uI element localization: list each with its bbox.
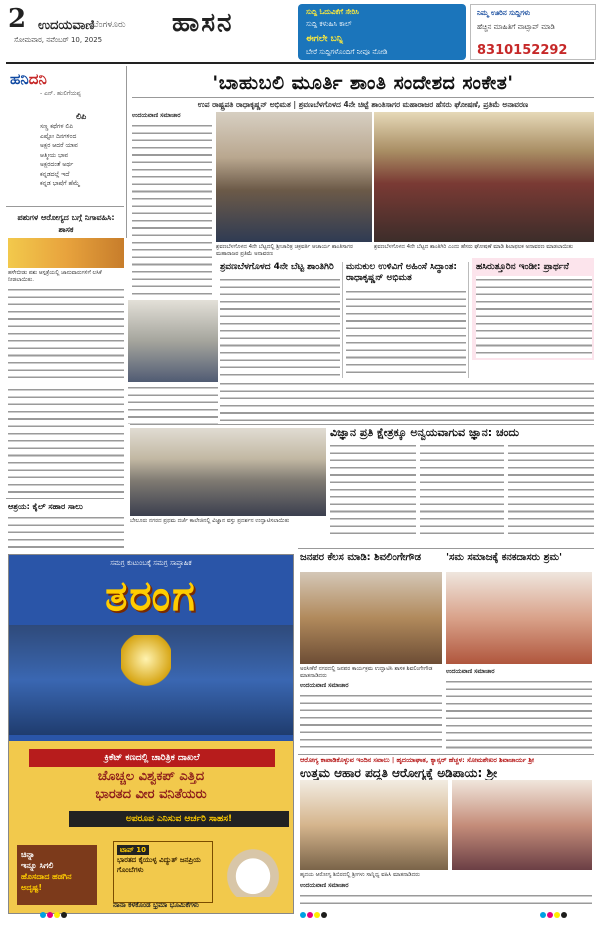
top-ad-line1: ಸುದ್ದಿ ಓದುವಿಕೆಗೆ ಸೇರಿಸಿ (306, 8, 359, 16)
livestock-headline: ಪಶುಗಳ ಆರೋಗ್ಯದ ಬಗ್ಗೆ ನಿಗಾವಹಿಸಿ: ಶಾಸಕ (17, 213, 115, 234)
column-logo (10, 70, 47, 88)
divider (130, 424, 594, 425)
poem (40, 122, 124, 189)
sub-story-3-body (476, 276, 592, 358)
health-headline: ಉತ್ತಮ ಆಹಾರ ಪದ್ಧತಿ ಆರೋಗ್ಯಕ್ಕೆ ಅಡಿಪಾಯ: ಶ್ರೀ (300, 766, 498, 780)
whatsapp-ad-line2: ಹೆಚ್ಚಿನ ಮಾಹಿತಿಗೆ ವಾಟ್ಸಾಪ್ ಮಾಡಿ (477, 23, 555, 31)
section-title: ಹಾಸನ (172, 8, 234, 38)
poem-line: ಸಣ್ಣ ಕಥೆಗಳ ಲಿಪಿ (40, 123, 74, 130)
main-caption-left: ಶ್ರವಣಬೆಳಗೊಳದ 4ನೇ ಬೆಟ್ಟದಲ್ಲಿ ಶ್ರೀಚಾರಿತ್ರ ಚಕ್ರವರ್ತಿ ಆಚಾರ್ಯ ಶಾಂತಿಸಾಗರ ಮಹಾರಾಜರ ಪ್ರತಿಮೆ ಅನಾವರಣ (216, 244, 353, 257)
main-photo-ceremony (374, 112, 594, 242)
main-body-col1 (132, 122, 212, 298)
poem-title: ಲಿಪಿ (76, 112, 87, 121)
whatsapp-phone-number: 8310152292 (477, 43, 568, 58)
poem-line: ಕನ್ನಡ ಭಾಷೆಗೆ ಹೆಮ್ಮೆ (40, 180, 80, 187)
public-work-headline: ಜನಪರ ಕೆಲಸ ಮಾಡಿ: ಶಿವಲಿಂಗೇಗೌಡ (300, 552, 422, 563)
whatsapp-ad-line1: ನಿಮ್ಮ ಊರಿನ ಸುದ್ದಿಗಳು (477, 9, 531, 17)
main-caption-right: ಶ್ರವಣಬೆಳಗೊಳದ 4ನೇ ಬೆಟ್ಟದ ಶಾಂತಿಗಿರಿ ಎಂದು ಹೆಸರು ಘೋಷಣೆ ಮಾಡಿ ಶಿಲಾಫಲಕ ಅನಾವರಣ ಮಾಡಲಾಯಿತು (374, 244, 573, 250)
poem-line: ಅಕ್ಷರದಂತೆ ಅರ್ಥ (40, 161, 74, 168)
public-work-photo (300, 572, 442, 664)
logo-part-a: ಹನಿ (10, 70, 29, 88)
health-photo-caption: ಹೃದಯ ಆರೋಗ್ಯ ಶಿಬಿರದಲ್ಲಿ ಶ್ರೀಗಳು ಸಾನ್ನಿಧ್ಯ ವಹಿಸಿ ಮಾತನಾಡಿದರು (300, 872, 420, 878)
livestock-photo-caption: ಹಳೇಬೀಡು ಪಶು ಆಸ್ಪತ್ರೆಯಲ್ಲಿ ಜಾನುವಾರುಗಳಿಗೆ ಲಸಿಕೆ ನೀಡಲಾಯಿತು. (8, 270, 102, 283)
date-line: ಸೋಮವಾರ, ನವೆಂಬರ್ 10, 2025 (14, 36, 103, 44)
poem-line: ಎಷ್ಟೋ ದಿನಗಳಿಂದ (40, 132, 77, 140)
science-body-col3 (508, 442, 594, 540)
divider (6, 206, 124, 207)
health-photo-2 (452, 780, 592, 870)
reg-dot-black (321, 912, 327, 918)
social-body (446, 678, 592, 752)
main-body-col1b (128, 384, 218, 424)
reg-dot-magenta (47, 912, 53, 918)
divider (6, 498, 124, 499)
health-kicker: ಆರೋಗ್ಯ ಕಾಪಾಡಿಕೊಳ್ಳುವ ಇಂದಿನ ಸವಾಲು | ಹೃದಯಾಘಾತ, ಕ್ಯಾನ್ಸರ್ ಹೆಚ್ಚಳ: ಸೋಮಶೇಖರ ಶಿವಾಚಾರ್ಯ ಶ್ರೀ (300, 756, 535, 764)
public-work-byline: ಉದಯವಾಣಿ ಸಮಾಚಾರ (300, 682, 349, 689)
main-headline: 'ಬಾಹುಬಲಿ ಮೂರ್ತಿ ಶಾಂತಿ ಸಂದೇಶದ ಸಂಕೇತ' (132, 68, 594, 98)
ad-banner: ಕ್ರಿಕೆಟ್ ಕಣದಲ್ಲಿ ಚಾರಿತ್ರಿಕ ದಾಖಲೆ (29, 749, 275, 767)
social-photo (446, 572, 592, 664)
poem-line: ಕನ್ನಡದಲ್ಲೆ ಇದೆ (40, 170, 70, 178)
registration-marks (300, 912, 327, 920)
column-byline: - ಎನ್. ಹುಲಿಗೆಯಪ್ಪ (40, 90, 81, 97)
ad-team-photo (9, 625, 293, 735)
students-photo (128, 300, 218, 382)
main-photo-statue (216, 112, 372, 242)
social-byline: ಉದಯವಾಣಿ ಸಮಾಚಾರ (446, 668, 495, 675)
reg-dot-cyan (40, 912, 46, 918)
registration-marks (40, 912, 67, 920)
reg-dot-magenta (547, 912, 553, 918)
sub-story-1-body (220, 276, 340, 376)
public-work-caption: ಅರಸೀಕೆರೆ ನಗರದಲ್ಲಿ ಜನಪರ ಕಾರ್ಯಕ್ರಮ ಉದ್ಘಾಟಿಸಿ ಶಾಸಕ ಶಿವಲಿಂಗೇಗೌಡ ಮಾತನಾಡಿದರು (300, 666, 433, 679)
ad-footer: ನಾನಾ ಕಳಕೊಂಡ ಭ್ರಮಾ ಭೂಮಿಕೆಗಳು (113, 901, 199, 909)
main-byline: ಉದಯವಾಣಿ ಸಮಾಚಾರ (132, 112, 181, 119)
main-subheadline: ಉಪ ರಾಷ್ಟ್ರಪತಿ ರಾಧಾಕೃಷ್ಣನ್ ಅಭಿಮತ | ಶ್ರವಣಬೆಳಗೊಳದ 4ನೇ ಚಿಟ್ಟೆ ಶಾಂತಿಸಾಗರ ಮಹಾರಾಜರ ಹೆಸರು ಘೋಷಣೆ, ಪ್ರತಿಮೆ ಅನಾವರಣ (197, 100, 529, 109)
ad-promo-a: ಚಿನ್ನಾ (21, 850, 35, 859)
registration-marks (540, 912, 567, 920)
livestock-photo (8, 238, 124, 268)
science-body-col2 (420, 442, 504, 540)
paper-name: ಉದಯವಾಣಿ (38, 18, 95, 33)
continued-body (220, 380, 594, 424)
divider (298, 548, 594, 549)
reg-dot-cyan (540, 912, 546, 918)
ad-promo-c: ಹೊಸದಾದ ಹಡಗಿನ ಅದೃಷ್ಟ! (21, 872, 72, 892)
column-rule (126, 66, 127, 238)
ad-line3: ಭಾರತದ ವೀರ ವನಿತೆಯರು (95, 787, 207, 802)
page-number: 2 (8, 4, 27, 34)
goat-image (223, 845, 283, 897)
trophy-icon (121, 635, 171, 695)
reg-dot-cyan (300, 912, 306, 918)
ad-tagline: ಸಮಗ್ರ ಕುಟುಂಬಕ್ಕೆ ಸಮಗ್ರ ಸಾಪ್ತಾಹಿಕ (110, 559, 192, 567)
sub-story-2-body (346, 288, 466, 376)
science-photo (130, 428, 326, 516)
livestock-body-text-2 (8, 386, 124, 496)
ad-line2: ಚೊಚ್ಚಲ ವಿಶ್ವಕಪ್ ಎತ್ತಿದ (97, 769, 205, 784)
poem-line: ಅಕ್ಷರ ಆದರೆ ಯಾವ (40, 142, 78, 149)
health-byline: ಉದಯವಾಣಿ ಸಮಾಚಾರ (300, 882, 349, 889)
reg-dot-black (561, 912, 567, 918)
health-body (300, 892, 592, 908)
header-rule (6, 62, 594, 64)
public-work-body (300, 692, 442, 752)
science-photo-caption: ಬೇಲೂರು ನಗರದ ಪ್ರಥಮ ದರ್ಜೆ ಕಾಲೇಜಿನಲ್ಲಿ ವಿಜ್ಞಾನ ವಸ್ತು ಪ್ರದರ್ಶನ ಉದ್ಘಾಟಿಸಲಾಯಿತು (130, 518, 290, 524)
sub-story-2-headline: ಮನುಕುಲ ಉಳಿವಿಗೆ ಅಹಿಂಸೆ ಸಿದ್ಧಾಂತ: ರಾಧಾಕೃಷ್ಣನ್ ಅಭಿಮತ (346, 262, 457, 283)
top10-box (113, 841, 213, 903)
top10-label: ಟಾಪ್ 10 (117, 845, 149, 855)
reg-dot-magenta (307, 912, 313, 918)
ad-promo-b: ಇನ್ನೂ ಸಿಗಲಿ (21, 861, 54, 870)
second-left-headline: ಆಶ್ರಯ: ಕೈಲ್ ಸಹಾರ ಸಾಲು (8, 502, 83, 511)
top10-text: ಭಾರತದ ಕೈಯುಳ್ಳ ವಿದ್ಯುತ್ ಜನಪ್ರಿಯ ಗೊಂಬೆಗಳು (117, 856, 201, 874)
top-ad-line2: ಸುದ್ದಿ ಕಳುಹಿಸಿ ಕಾಲ್ (306, 20, 352, 28)
ad-title: ತರಂಗ (105, 571, 197, 620)
second-left-body (8, 514, 124, 550)
social-headline: 'ಸಮ ಸಮಾಜಕ್ಕೆ ಕನಕದಾಸರು ಶ್ರಮ' (446, 552, 563, 563)
divider (298, 754, 594, 755)
ad-promo-box (17, 845, 97, 905)
reg-dot-yellow (554, 912, 560, 918)
column-rule (468, 262, 469, 378)
reg-dot-black (61, 912, 67, 918)
poem-line: ಆತ್ಮೀಯ ಭಾವ (40, 151, 69, 159)
whatsapp-ad[interactable] (470, 4, 596, 60)
science-body-col1 (330, 442, 416, 540)
reg-dot-yellow (54, 912, 60, 918)
top-ad-banner[interactable] (298, 4, 466, 60)
science-headline: ವಿಜ್ಞಾನ ಪ್ರತಿ ಕ್ಷೇತ್ರಕ್ಕೂ ಅನ್ವಯವಾಗುವ ಜ್ಞಾನ: ಚಂದು (330, 426, 519, 439)
reg-dot-yellow (314, 912, 320, 918)
tharanga-magazine-ad[interactable] (8, 554, 294, 914)
logo-part-b: ದನಿ (28, 70, 47, 88)
livestock-body-text (8, 286, 124, 382)
column-rule (342, 262, 343, 378)
health-photo-1 (300, 780, 448, 870)
top-ad-line3: ಈಗಲೇ ಬನ್ನಿ (306, 34, 343, 44)
ad-black-bar: ಅಪರೂಪ ಎನಿಸುವ ಆರ್ಚರಿ ಸಾಹಸ! (69, 811, 289, 827)
top-ad-line4: ಬೇರೆ ಸುದ್ದಿಗಳೊಂದಿಗೆ ನೀವೂ ನೋಡಿ (306, 48, 388, 56)
sub-story-1-headline: ಶ್ರವಣಬೆಳಗೊಳದ 4ನೇ ಬೆಟ್ಟ ಶಾಂತಿಗಿರಿ (220, 262, 334, 272)
edition-city: ಬೆಂಗಳೂರು (92, 20, 126, 30)
sub-story-3-headline: ಹಸಿರುತ್ತೂರಿನ ಇಂಡೀ: ಪ್ರಾರ್ಥನೆ (476, 262, 569, 272)
